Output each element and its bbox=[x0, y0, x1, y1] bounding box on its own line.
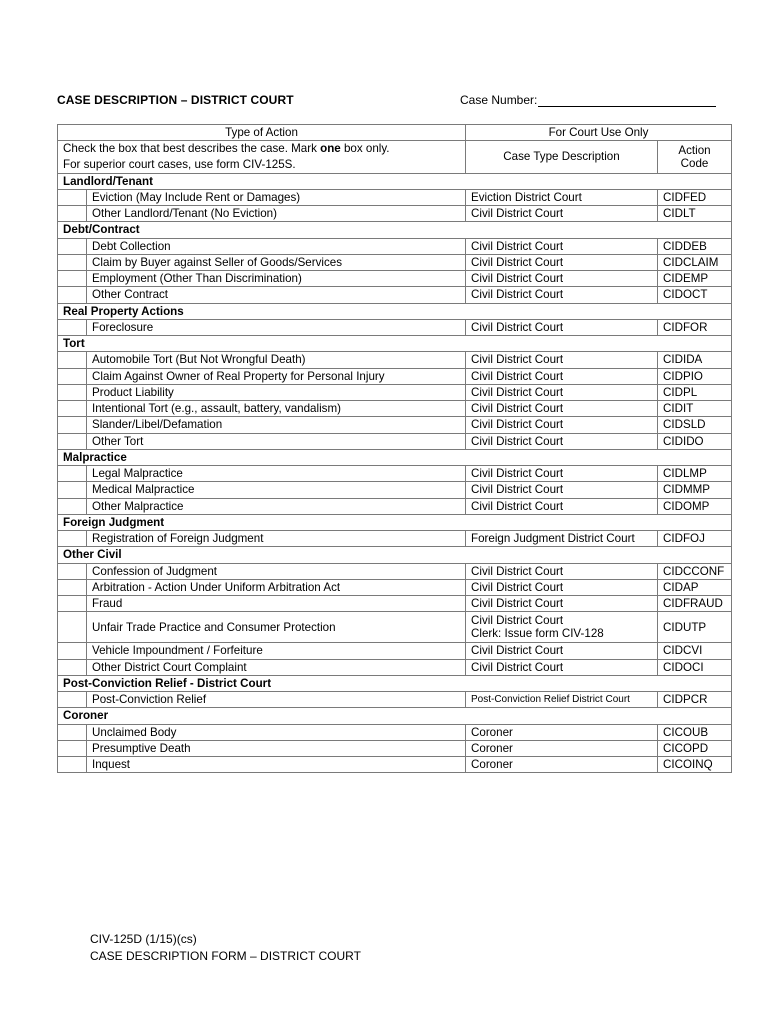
table-header-row bbox=[58, 125, 732, 141]
case-type-description: Civil District Court bbox=[466, 433, 658, 449]
action-type: Foreclosure bbox=[87, 319, 466, 335]
case-number-field bbox=[460, 93, 716, 107]
action-type: Arbitration - Action Under Uniform Arbitration Act bbox=[87, 579, 466, 595]
action-type: Presumptive Death bbox=[87, 740, 466, 756]
case-type-row bbox=[58, 254, 732, 270]
case-number-input[interactable] bbox=[538, 94, 716, 107]
case-type-row bbox=[58, 189, 732, 205]
action-code: CIDIDA bbox=[658, 352, 732, 368]
case-type-checkbox[interactable] bbox=[58, 740, 87, 756]
action-code: CICOUB bbox=[658, 724, 732, 740]
action-code: CIDAP bbox=[658, 579, 732, 595]
case-type-row bbox=[58, 498, 732, 514]
case-type-row bbox=[58, 417, 732, 433]
case-type-description: Civil District Court bbox=[466, 643, 658, 659]
case-number-label: Case Number: bbox=[460, 93, 538, 107]
action-code: CIDLT bbox=[658, 206, 732, 222]
action-type: Claim by Buyer against Seller of Goods/Services bbox=[87, 254, 466, 270]
instructions: Check the box that best describes the case. Mark one box only. For superior court cases, use form CIV-125S. bbox=[58, 140, 466, 173]
case-type-checkbox[interactable] bbox=[58, 401, 87, 417]
category-heading: Landlord/Tenant bbox=[58, 173, 732, 189]
action-code: CIDEMP bbox=[658, 271, 732, 287]
case-type-checkbox[interactable] bbox=[58, 579, 87, 595]
category-row bbox=[58, 173, 732, 189]
action-type: Intentional Tort (e.g., assault, battery, vandalism) bbox=[87, 401, 466, 417]
action-type: Legal Malpractice bbox=[87, 466, 466, 482]
action-code: CIDOMP bbox=[658, 498, 732, 514]
case-type-checkbox[interactable] bbox=[58, 319, 87, 335]
case-type-row bbox=[58, 319, 732, 335]
case-type-row bbox=[58, 643, 732, 659]
case-type-checkbox[interactable] bbox=[58, 206, 87, 222]
action-code: CIDPIO bbox=[658, 368, 732, 384]
action-code: CIDFOR bbox=[658, 319, 732, 335]
category-row bbox=[58, 336, 732, 352]
action-type: Automobile Tort (But Not Wrongful Death) bbox=[87, 352, 466, 368]
case-type-description: Civil District Court bbox=[466, 319, 658, 335]
case-type-row bbox=[58, 271, 732, 287]
category-row bbox=[58, 708, 732, 724]
action-type: Fraud bbox=[87, 596, 466, 612]
case-type-row bbox=[58, 433, 732, 449]
action-code: CIDFOJ bbox=[658, 531, 732, 547]
action-type: Other Malpractice bbox=[87, 498, 466, 514]
case-type-row bbox=[58, 368, 732, 384]
case-type-description: Post-Conviction Relief District Court bbox=[466, 692, 658, 708]
action-code: CIDIT bbox=[658, 401, 732, 417]
case-type-row bbox=[58, 740, 732, 756]
action-type: Post-Conviction Relief bbox=[87, 692, 466, 708]
case-type-row bbox=[58, 612, 732, 643]
action-code: CIDUTP bbox=[658, 612, 732, 643]
case-type-description: Civil District Court bbox=[466, 401, 658, 417]
case-type-checkbox[interactable] bbox=[58, 287, 87, 303]
case-type-row bbox=[58, 596, 732, 612]
action-code: CIDPL bbox=[658, 384, 732, 400]
case-type-checkbox[interactable] bbox=[58, 692, 87, 708]
category-heading: Post-Conviction Relief - District Court bbox=[58, 675, 732, 691]
case-type-checkbox[interactable] bbox=[58, 596, 87, 612]
case-type-description-header: Case Type Description bbox=[466, 140, 658, 173]
category-heading: Tort bbox=[58, 336, 732, 352]
case-type-description: Civil District Court Clerk: Issue form CIV-128 bbox=[466, 612, 658, 643]
action-code: CICOINQ bbox=[658, 757, 732, 773]
case-type-description: Civil District Court bbox=[466, 287, 658, 303]
case-type-description: Civil District Court bbox=[466, 482, 658, 498]
action-code: CIDPCR bbox=[658, 692, 732, 708]
case-type-description: Civil District Court bbox=[466, 384, 658, 400]
case-type-description: Eviction District Court bbox=[466, 189, 658, 205]
case-type-checkbox[interactable] bbox=[58, 531, 87, 547]
case-type-row bbox=[58, 482, 732, 498]
case-type-checkbox[interactable] bbox=[58, 643, 87, 659]
action-code: CIDCLAIM bbox=[658, 254, 732, 270]
case-type-checkbox[interactable] bbox=[58, 271, 87, 287]
case-type-description: Civil District Court bbox=[466, 579, 658, 595]
case-type-description: Civil District Court bbox=[466, 596, 658, 612]
case-type-description: Coroner bbox=[466, 724, 658, 740]
action-type: Other Contract bbox=[87, 287, 466, 303]
category-row bbox=[58, 547, 732, 563]
action-type: Vehicle Impoundment / Forfeiture bbox=[87, 643, 466, 659]
case-type-description: Civil District Court bbox=[466, 271, 658, 287]
action-type: Employment (Other Than Discrimination) bbox=[87, 271, 466, 287]
action-code: CIDCCONF bbox=[658, 563, 732, 579]
action-type: Debt Collection bbox=[87, 238, 466, 254]
action-type: Product Liability bbox=[87, 384, 466, 400]
category-row bbox=[58, 675, 732, 691]
action-code: CIDOCT bbox=[658, 287, 732, 303]
action-type: Unfair Trade Practice and Consumer Protection bbox=[87, 612, 466, 643]
action-code: CIDLMP bbox=[658, 466, 732, 482]
category-heading: Foreign Judgment bbox=[58, 514, 732, 530]
case-type-description: Civil District Court bbox=[466, 352, 658, 368]
case-type-description: Civil District Court bbox=[466, 466, 658, 482]
action-code: CIDSLD bbox=[658, 417, 732, 433]
action-code: CIDCVI bbox=[658, 643, 732, 659]
action-type: Other Tort bbox=[87, 433, 466, 449]
action-code: CIDIDO bbox=[658, 433, 732, 449]
case-type-row bbox=[58, 466, 732, 482]
case-type-checkbox[interactable] bbox=[58, 612, 87, 643]
case-type-description: Civil District Court bbox=[466, 254, 658, 270]
case-type-checkbox[interactable] bbox=[58, 368, 87, 384]
action-type: Claim Against Owner of Real Property for Personal Injury bbox=[87, 368, 466, 384]
action-type: Inquest bbox=[87, 757, 466, 773]
case-type-description: Foreign Judgment District Court bbox=[466, 531, 658, 547]
case-type-checkbox[interactable] bbox=[58, 254, 87, 270]
form-title: CASE DESCRIPTION – DISTRICT COURT bbox=[57, 93, 294, 107]
type-of-action-header: Type of Action bbox=[58, 125, 466, 141]
case-type-description: Civil District Court bbox=[466, 417, 658, 433]
action-code: CICOPD bbox=[658, 740, 732, 756]
instruction-row bbox=[58, 140, 732, 173]
case-type-checkbox[interactable] bbox=[58, 659, 87, 675]
action-type: Slander/Libel/Defamation bbox=[87, 417, 466, 433]
case-type-description: Civil District Court bbox=[466, 563, 658, 579]
case-type-description: Civil District Court bbox=[466, 498, 658, 514]
category-row bbox=[58, 514, 732, 530]
action-code: CIDDEB bbox=[658, 238, 732, 254]
action-type: Other Landlord/Tenant (No Eviction) bbox=[87, 206, 466, 222]
case-type-checkbox[interactable] bbox=[58, 757, 87, 773]
case-type-description: Civil District Court bbox=[466, 659, 658, 675]
form-id: CIV-125D (1/15)(cs) bbox=[90, 932, 197, 946]
case-type-row bbox=[58, 352, 732, 368]
action-type: Unclaimed Body bbox=[87, 724, 466, 740]
action-code: CIDMMP bbox=[658, 482, 732, 498]
case-type-checkbox[interactable] bbox=[58, 482, 87, 498]
case-type-row bbox=[58, 401, 732, 417]
case-type-checkbox[interactable] bbox=[58, 466, 87, 482]
case-type-checkbox[interactable] bbox=[58, 352, 87, 368]
action-code: CIDOCI bbox=[658, 659, 732, 675]
form-footer bbox=[90, 931, 361, 964]
case-type-checkbox[interactable] bbox=[58, 563, 87, 579]
case-type-checkbox[interactable] bbox=[58, 433, 87, 449]
case-type-description: Civil District Court bbox=[466, 368, 658, 384]
form-name: CASE DESCRIPTION FORM – DISTRICT COURT bbox=[90, 948, 361, 963]
case-type-checkbox[interactable] bbox=[58, 417, 87, 433]
case-type-description: Coroner bbox=[466, 740, 658, 756]
action-type: Medical Malpractice bbox=[87, 482, 466, 498]
category-heading: Debt/Contract bbox=[58, 222, 732, 238]
category-heading: Malpractice bbox=[58, 449, 732, 465]
case-type-row bbox=[58, 692, 732, 708]
court-use-only-header: For Court Use Only bbox=[466, 125, 732, 141]
case-type-row bbox=[58, 724, 732, 740]
action-type: Registration of Foreign Judgment bbox=[87, 531, 466, 547]
case-type-row bbox=[58, 287, 732, 303]
case-type-row bbox=[58, 238, 732, 254]
category-heading: Other Civil bbox=[58, 547, 732, 563]
case-type-description: Civil District Court bbox=[466, 206, 658, 222]
action-type: Other District Court Complaint bbox=[87, 659, 466, 675]
case-type-row bbox=[58, 563, 732, 579]
case-type-row bbox=[58, 579, 732, 595]
case-type-row bbox=[58, 531, 732, 547]
action-code-header: Action Code bbox=[658, 140, 732, 173]
category-row bbox=[58, 222, 732, 238]
action-code: CIDFRAUD bbox=[658, 596, 732, 612]
action-code: CIDFED bbox=[658, 189, 732, 205]
case-type-description: Coroner bbox=[466, 757, 658, 773]
case-type-row bbox=[58, 659, 732, 675]
case-type-row bbox=[58, 757, 732, 773]
category-heading: Coroner bbox=[58, 708, 732, 724]
case-type-checkbox[interactable] bbox=[58, 498, 87, 514]
case-type-checkbox[interactable] bbox=[58, 724, 87, 740]
action-type: Eviction (May Include Rent or Damages) bbox=[87, 189, 466, 205]
case-type-row bbox=[58, 206, 732, 222]
case-type-checkbox[interactable] bbox=[58, 238, 87, 254]
action-type: Confession of Judgment bbox=[87, 563, 466, 579]
case-type-checkbox[interactable] bbox=[58, 384, 87, 400]
case-type-table bbox=[57, 124, 732, 773]
case-type-checkbox[interactable] bbox=[58, 189, 87, 205]
category-heading: Real Property Actions bbox=[58, 303, 732, 319]
case-type-description: Civil District Court bbox=[466, 238, 658, 254]
category-row bbox=[58, 303, 732, 319]
category-row bbox=[58, 449, 732, 465]
case-type-row bbox=[58, 384, 732, 400]
